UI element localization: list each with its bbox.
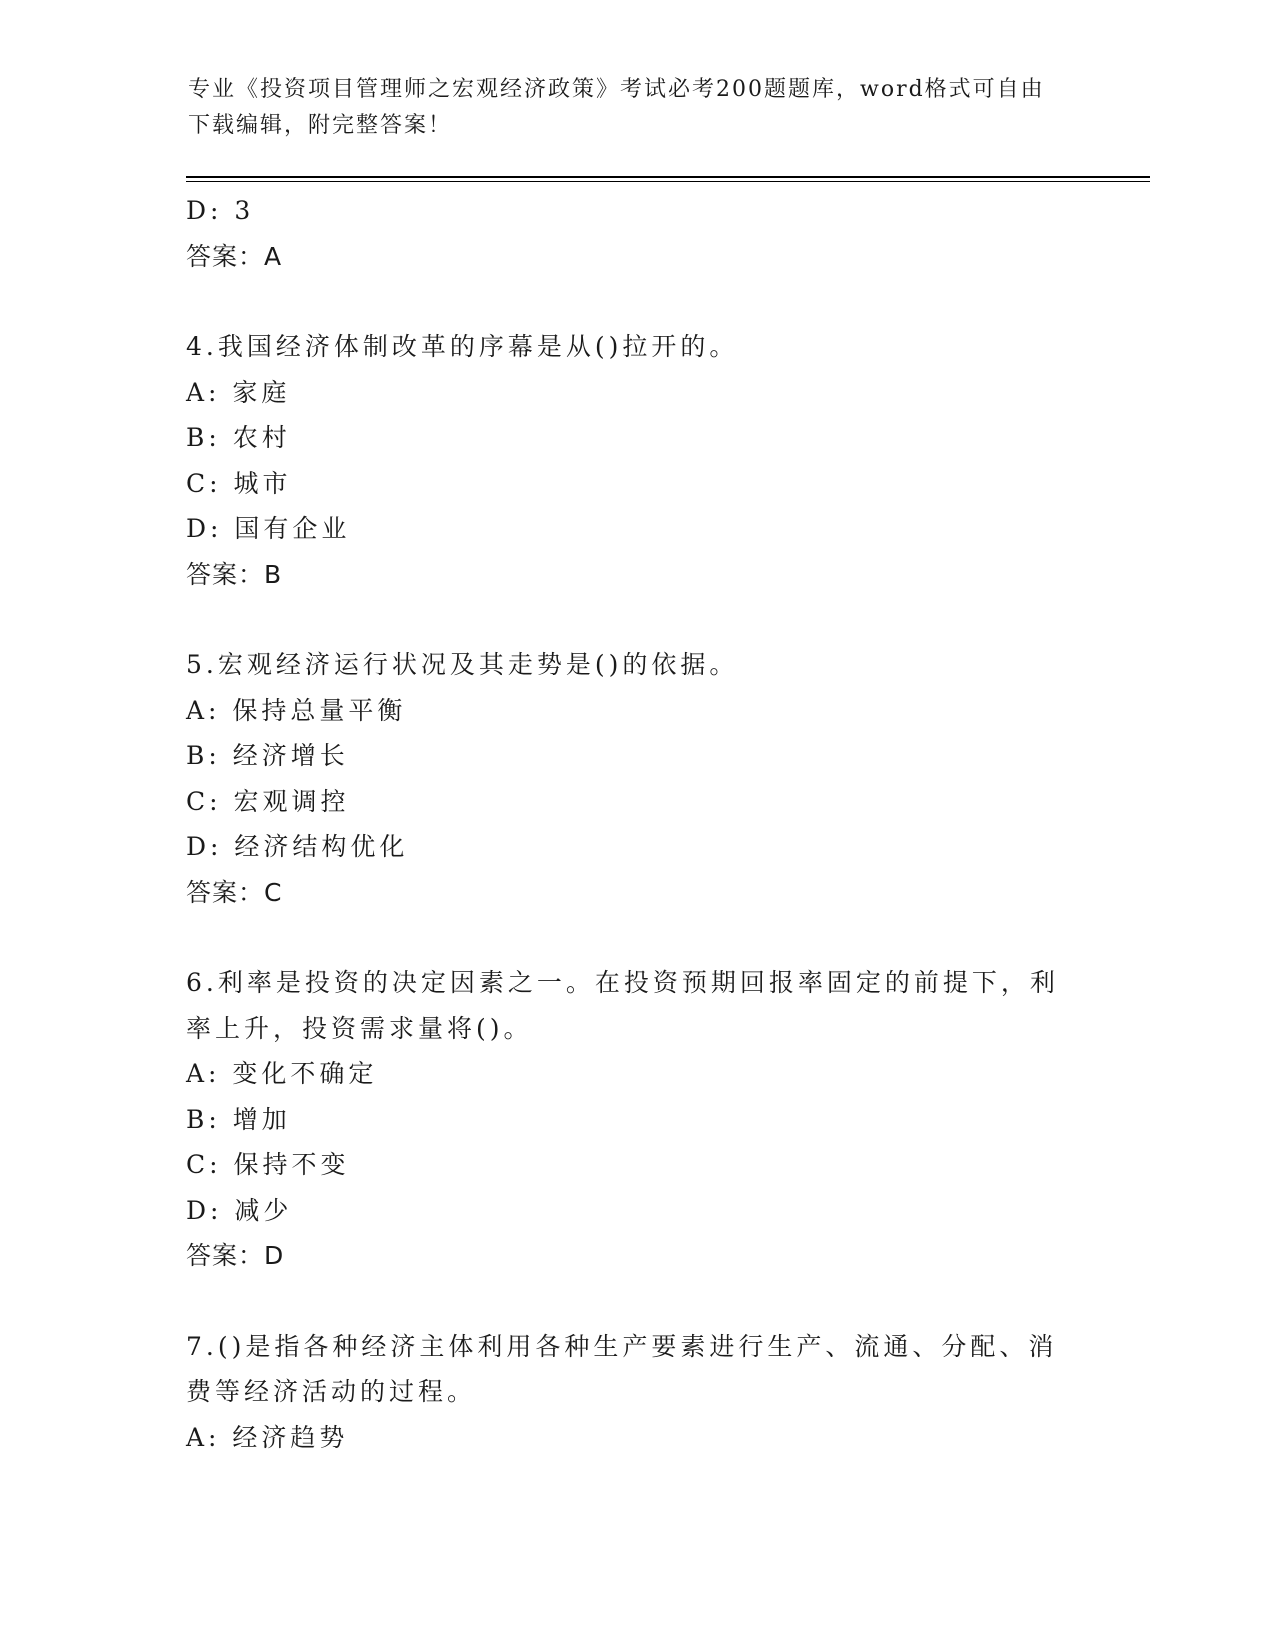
header-divider-thin [186,181,1150,182]
question-stem: 5.宏观经济运行状况及其走势是()的依据。 [186,650,739,679]
answer-line: 答案：B [186,559,283,589]
option-a: A: 保持总量平衡 [186,695,407,725]
option-a: A: 家庭 [186,377,291,407]
question-stem: 6.利率是投资的决定因素之一。在投资预期回报率固定的前提下，利率上升，投资需求量将()。 [186,968,1059,1043]
question-7 [186,1324,1086,1461]
header-divider-thick [186,176,1150,178]
option-b: B: 增加 [186,1104,291,1134]
question-5 [186,642,1086,915]
option-d: D: 国有企业 [186,514,351,543]
question-6 [186,960,1086,1279]
option-a: A: 变化不确定 [186,1059,378,1088]
question-content [186,188,1086,1460]
option-d: D: 3 [186,196,255,225]
document-header: 专业《投资项目管理师之宏观经济政策》考试必考200题题库，word格式可自由下载编辑，附完整答案！ [188,77,1045,138]
question-4 [186,324,1086,597]
option-d: D: 经济结构优化 [186,832,409,861]
option-d: D: 减少 [186,1195,293,1225]
option-c: C: 城市 [186,468,292,498]
answer-line: 答案：A [186,241,283,271]
question-stem: 7.()是指各种经济主体利用各种生产要素进行生产、流通、分配、消费等经济活动的过程。 [186,1331,1058,1406]
answer-line: 答案：C [186,877,283,907]
option-c: C: 保持不变 [186,1150,350,1179]
option-c: C: 宏观调控 [186,786,350,816]
question-stem: 4.我国经济体制改革的序幕是从()拉开的。 [186,332,739,361]
option-a: A: 经济趋势 [186,1422,349,1452]
option-b: B: 经济增长 [186,741,349,770]
answer-line: 答案：D [186,1241,285,1270]
option-b: B: 农村 [186,423,291,452]
carryover-block [186,188,1086,279]
